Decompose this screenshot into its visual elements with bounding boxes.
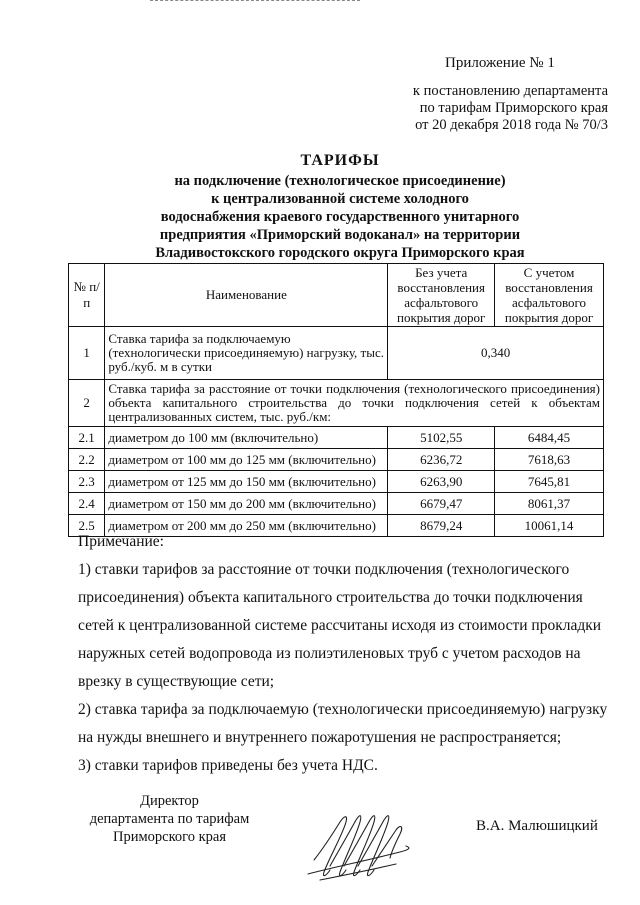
note-line: присоединения) объекта капитального строительства до точки подключения (78, 589, 583, 606)
row-value-merged: 0,340 (388, 327, 604, 380)
row-value-with: 7645,81 (495, 471, 604, 493)
row-value-with: 10061,14 (495, 515, 604, 537)
row-value-without: 8679,24 (388, 515, 495, 537)
row-num: 2.5 (69, 515, 105, 537)
note-line: 2) ставка тарифа за подключаемую (технологически присоединяемую) нагрузку (78, 701, 608, 718)
scan-top-marks (150, 0, 360, 3)
note-line: 1) ставки тарифов за расстояние от точки подключения (технологического (78, 561, 570, 578)
row-name: Ставка тарифа за расстояние от точки подключения (технологического присоединения) объекта капитального строительства до точки подключения сетей к объектам централизованных систем, тыс. руб./км: (105, 380, 604, 427)
row-value-without: 5102,55 (388, 427, 495, 449)
row-value-with: 6484,45 (495, 427, 604, 449)
title-line: на подключение (технологическое присоединение) (174, 173, 506, 189)
table-row (69, 380, 604, 427)
note-line: на нужды внешнего и внутреннего пожаротушения не распространяется; (78, 729, 562, 746)
header-num: № п/п (69, 264, 105, 327)
title-line: Владивостокского городского округа Приморского края (155, 245, 525, 261)
header-with-restoration: С учетом восстановления асфальтового покрытия дорог (495, 264, 604, 327)
title-line: предприятия «Приморский водоканал» на территории (159, 227, 521, 243)
notes-section (78, 528, 608, 780)
decree-line: от 20 декабря 2018 года № 70/3 (415, 117, 608, 133)
row-name: диаметром от 125 мм до 150 мм (включительно) (105, 471, 388, 493)
row-num: 2 (69, 380, 105, 427)
row-num: 2.3 (69, 471, 105, 493)
note-line: 3) ставки тарифов приведены без учета НДС. (78, 757, 378, 774)
note-line: сетей к централизованной системе рассчитаны исходя из стоимости прокладки (78, 617, 602, 634)
row-name: диаметром от 100 мм до 125 мм (включительно) (105, 449, 388, 471)
row-num: 2.2 (69, 449, 105, 471)
title-line: водоснабжения краевого государственного унитарного (160, 209, 520, 225)
row-num: 2.4 (69, 493, 105, 515)
note-line: наружных сетей водопровода из полиэтиленовых труб с учетом расходов на (78, 645, 581, 662)
table-row (69, 493, 604, 515)
notes-heading: Примечание: (78, 533, 164, 550)
row-value-without: 6263,90 (388, 471, 495, 493)
signer-name: В.А. Малюшицкий (476, 818, 598, 834)
title-main: ТАРИФЫ (300, 152, 380, 169)
title-line: к централизованной системе холодного (211, 191, 469, 207)
row-value-without: 6679,47 (388, 493, 495, 515)
header-name: Наименование (105, 264, 388, 327)
row-name: диаметром от 200 мм до 250 мм (включительно) (105, 515, 388, 537)
decree-reference (376, 83, 608, 134)
director-line: департамента по тарифам (89, 811, 250, 827)
note-line: врезку в существующие сети; (78, 673, 275, 690)
table-row (69, 471, 604, 493)
signature-icon (300, 800, 420, 890)
table-header-row (69, 264, 604, 327)
decree-line: к постановлению департамента (412, 83, 608, 99)
row-value-without: 6236,72 (388, 449, 495, 471)
row-value-with: 7618,63 (495, 449, 604, 471)
row-name: диаметром до 100 мм (включительно) (105, 427, 388, 449)
header-without-restoration: Без учета восстановления асфальтового покрытия дорог (388, 264, 495, 327)
row-name: Ставка тарифа за подключаемую (технологически присоединяемую) нагрузку, тыс. руб./куб. м в сутки (105, 327, 388, 380)
row-name: диаметром от 150 мм до 200 мм (включительно) (105, 493, 388, 515)
table-row (69, 427, 604, 449)
table-row (69, 327, 604, 380)
tariff-table (68, 263, 604, 537)
director-title (62, 792, 277, 846)
appendix-label: Приложение № 1 (445, 55, 555, 71)
row-value-with: 8061,37 (495, 493, 604, 515)
director-line: Директор (140, 793, 199, 809)
decree-line: по тарифам Приморского края (419, 100, 608, 116)
row-num: 1 (69, 327, 105, 380)
director-line: Приморского края (112, 829, 226, 845)
document-title (60, 152, 620, 262)
row-num: 2.1 (69, 427, 105, 449)
table-row (69, 449, 604, 471)
